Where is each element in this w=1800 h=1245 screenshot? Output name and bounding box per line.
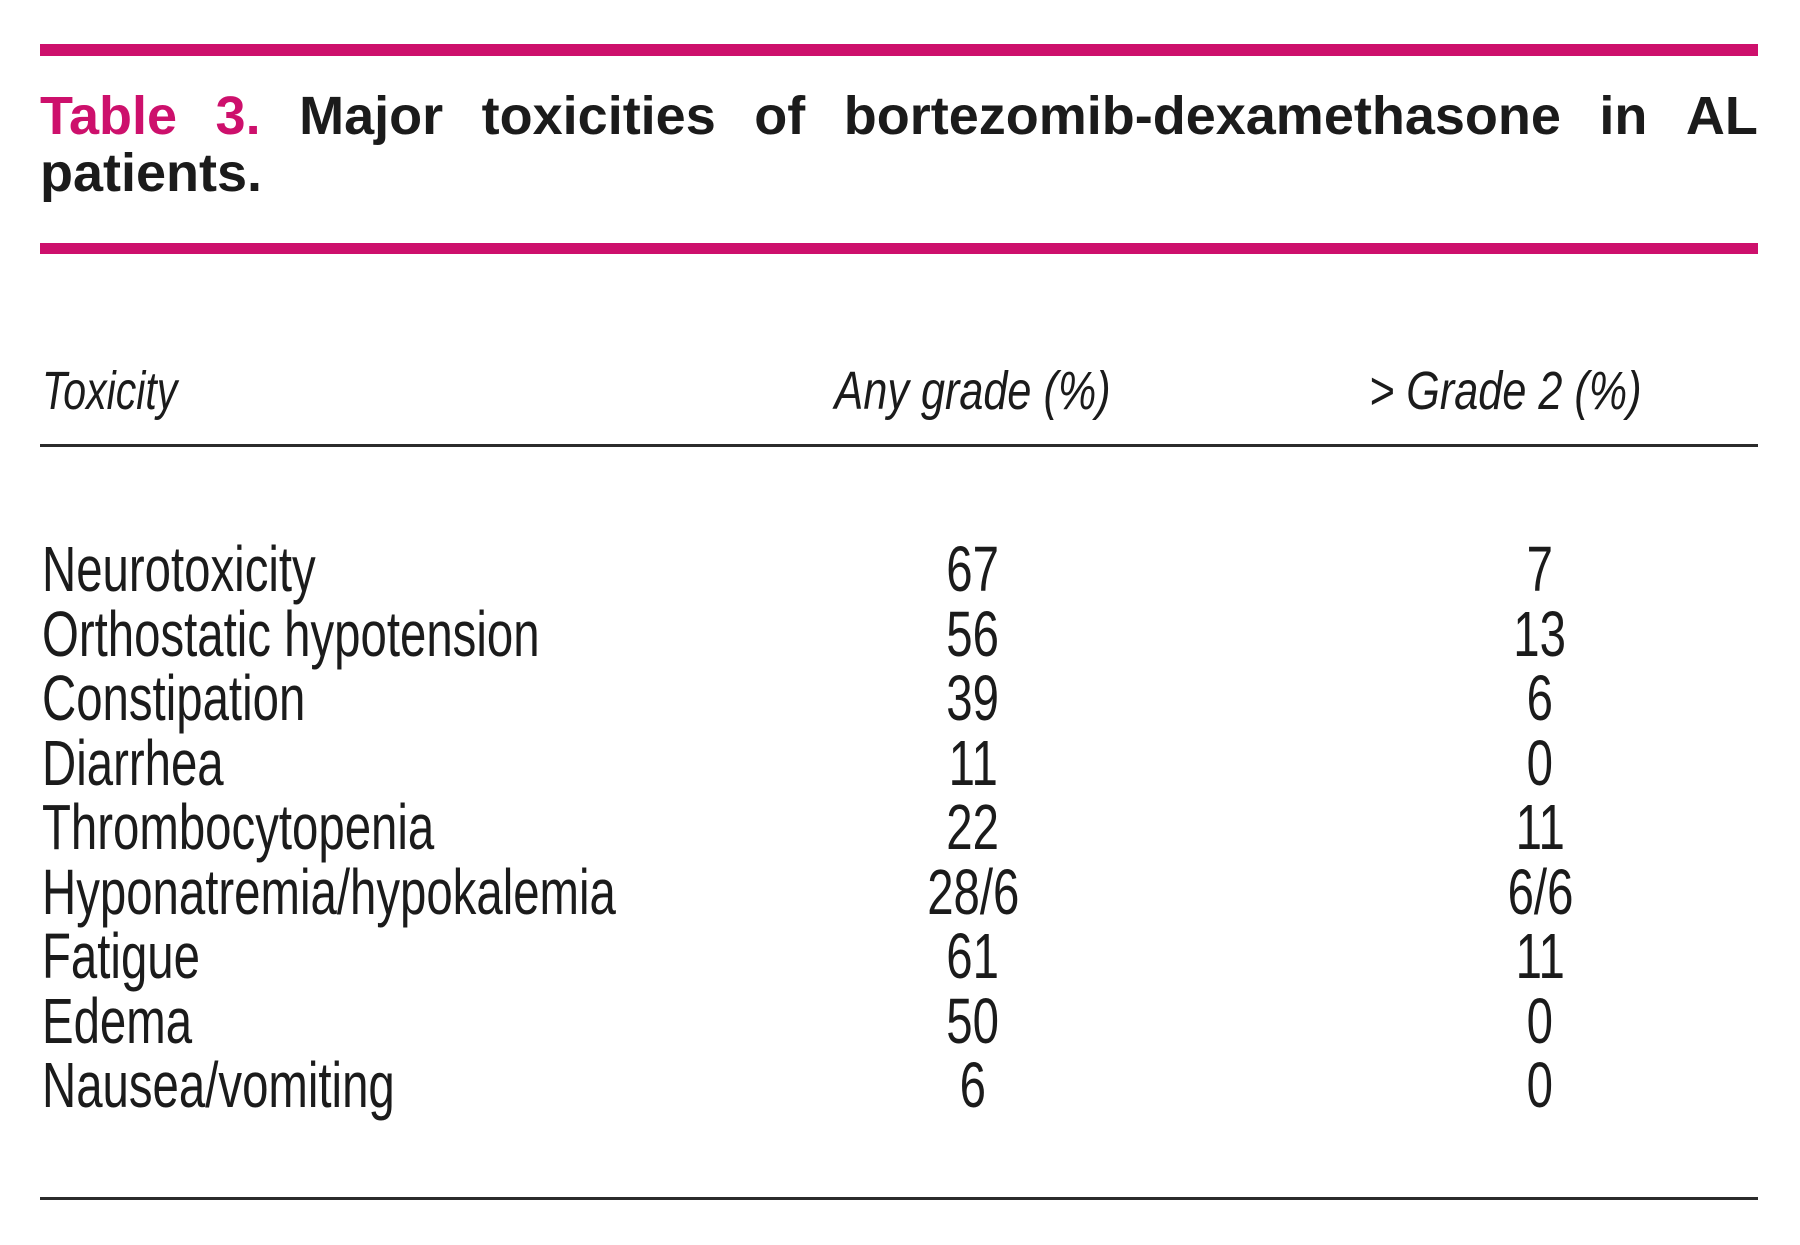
any-grade-cell-text: 22 bbox=[946, 791, 1000, 863]
toxicity-cell bbox=[42, 533, 412, 605]
toxicity-cell bbox=[42, 597, 714, 670]
table-row bbox=[0, 984, 1800, 1057]
any-grade-cell bbox=[713, 662, 1233, 734]
grade-gt2-cell bbox=[1280, 597, 1800, 670]
any-grade-cell-text: 67 bbox=[946, 533, 1000, 605]
table-row bbox=[0, 726, 1800, 799]
any-grade-cell bbox=[713, 920, 1233, 992]
toxicity-cell bbox=[42, 855, 818, 928]
table-body bbox=[0, 533, 1800, 1121]
grade-gt2-cell-text: 6 bbox=[1526, 662, 1554, 734]
grade-gt2-cell-text: 11 bbox=[1515, 791, 1565, 863]
any-grade-cell bbox=[713, 984, 1233, 1057]
column-header-grade-gt2: > Grade 2 (%) bbox=[1368, 361, 1642, 421]
grade-gt2-cell-text: 0 bbox=[1526, 726, 1554, 799]
table-row bbox=[0, 920, 1800, 992]
grade-gt2-cell bbox=[1280, 855, 1800, 928]
toxicity-cell-text: Constipation bbox=[42, 662, 306, 734]
caption-word: of bbox=[754, 86, 806, 146]
grade-gt2-cell-text: 6/6 bbox=[1507, 855, 1573, 928]
grade-gt2-cell bbox=[1280, 984, 1800, 1057]
table-caption-line2: patients. bbox=[40, 143, 263, 203]
table-bottom-rule bbox=[40, 1197, 1758, 1200]
table-row bbox=[0, 1049, 1800, 1121]
grade-gt2-cell bbox=[1280, 1049, 1800, 1121]
grade-gt2-cell-text: 0 bbox=[1526, 984, 1554, 1057]
any-grade-cell bbox=[713, 855, 1233, 928]
column-header-any-grade: Any grade (%) bbox=[834, 361, 1112, 421]
toxicity-cell bbox=[42, 984, 245, 1057]
grade-gt2-cell-text: 7 bbox=[1526, 533, 1554, 605]
grade-gt2-cell bbox=[1280, 791, 1800, 863]
table-row bbox=[0, 597, 1800, 670]
table-row bbox=[0, 855, 1800, 928]
toxicity-cell-text: Thrombocytopenia bbox=[42, 791, 435, 863]
any-grade-cell-text: 28/6 bbox=[926, 855, 1020, 928]
column-header-row bbox=[0, 360, 1800, 422]
grade-gt2-cell bbox=[1280, 726, 1800, 799]
toxicity-cell bbox=[42, 791, 572, 863]
caption-word: AL bbox=[1685, 86, 1758, 146]
any-grade-cell-text: 50 bbox=[946, 984, 1000, 1057]
grade-gt2-cell-text: 13 bbox=[1513, 597, 1567, 670]
toxicity-cell-text: Hyponatremia/hypokalemia bbox=[42, 855, 616, 928]
table-caption bbox=[40, 88, 1758, 202]
toxicity-cell bbox=[42, 920, 255, 992]
grade-gt2-cell-text: 11 bbox=[1515, 920, 1565, 992]
any-grade-cell bbox=[713, 533, 1233, 605]
any-grade-cell-text: 39 bbox=[946, 662, 1000, 734]
table-row bbox=[0, 533, 1800, 605]
toxicity-cell bbox=[42, 662, 398, 734]
any-grade-cell-text: 11 bbox=[948, 726, 998, 799]
caption-word: 3. bbox=[215, 86, 261, 146]
any-grade-cell bbox=[713, 726, 1233, 799]
caption-word: Major bbox=[299, 86, 444, 146]
column-header-toxicity: Toxicity bbox=[42, 361, 178, 421]
caption-word: toxicities bbox=[481, 86, 716, 146]
table-row bbox=[0, 662, 1800, 734]
table-row bbox=[0, 791, 1800, 863]
any-grade-cell-text: 61 bbox=[946, 920, 1000, 992]
toxicity-cell bbox=[42, 1049, 519, 1121]
toxicity-cell-text: Neurotoxicity bbox=[42, 533, 316, 605]
table-caption-line1 bbox=[40, 88, 1758, 145]
grade-gt2-cell bbox=[1280, 662, 1800, 734]
any-grade-cell bbox=[713, 597, 1233, 670]
toxicity-cell-text: Nausea/vomiting bbox=[42, 1049, 395, 1121]
toxicity-cell-text: Diarrhea bbox=[42, 726, 224, 799]
any-grade-cell bbox=[713, 791, 1233, 863]
caption-word: in bbox=[1599, 86, 1648, 146]
toxicity-cell-text: Orthostatic hypotension bbox=[42, 597, 540, 670]
caption-word: bortezomib-dexamethasone bbox=[843, 86, 1561, 146]
toxicity-cell-text: Fatigue bbox=[42, 920, 200, 992]
grade-gt2-cell bbox=[1280, 533, 1800, 605]
grade-gt2-cell-text: 0 bbox=[1526, 1049, 1554, 1121]
grade-gt2-cell bbox=[1280, 920, 1800, 992]
header-separator-rule bbox=[40, 444, 1758, 447]
accent-rule-under-caption bbox=[40, 243, 1758, 254]
any-grade-cell bbox=[713, 1049, 1233, 1121]
any-grade-cell-text: 56 bbox=[946, 597, 1000, 670]
caption-word: Table bbox=[40, 86, 178, 146]
toxicity-cell bbox=[42, 726, 287, 799]
accent-rule-top bbox=[40, 44, 1758, 56]
any-grade-cell-text: 6 bbox=[959, 1049, 987, 1121]
toxicity-cell-text: Edema bbox=[42, 984, 193, 1057]
